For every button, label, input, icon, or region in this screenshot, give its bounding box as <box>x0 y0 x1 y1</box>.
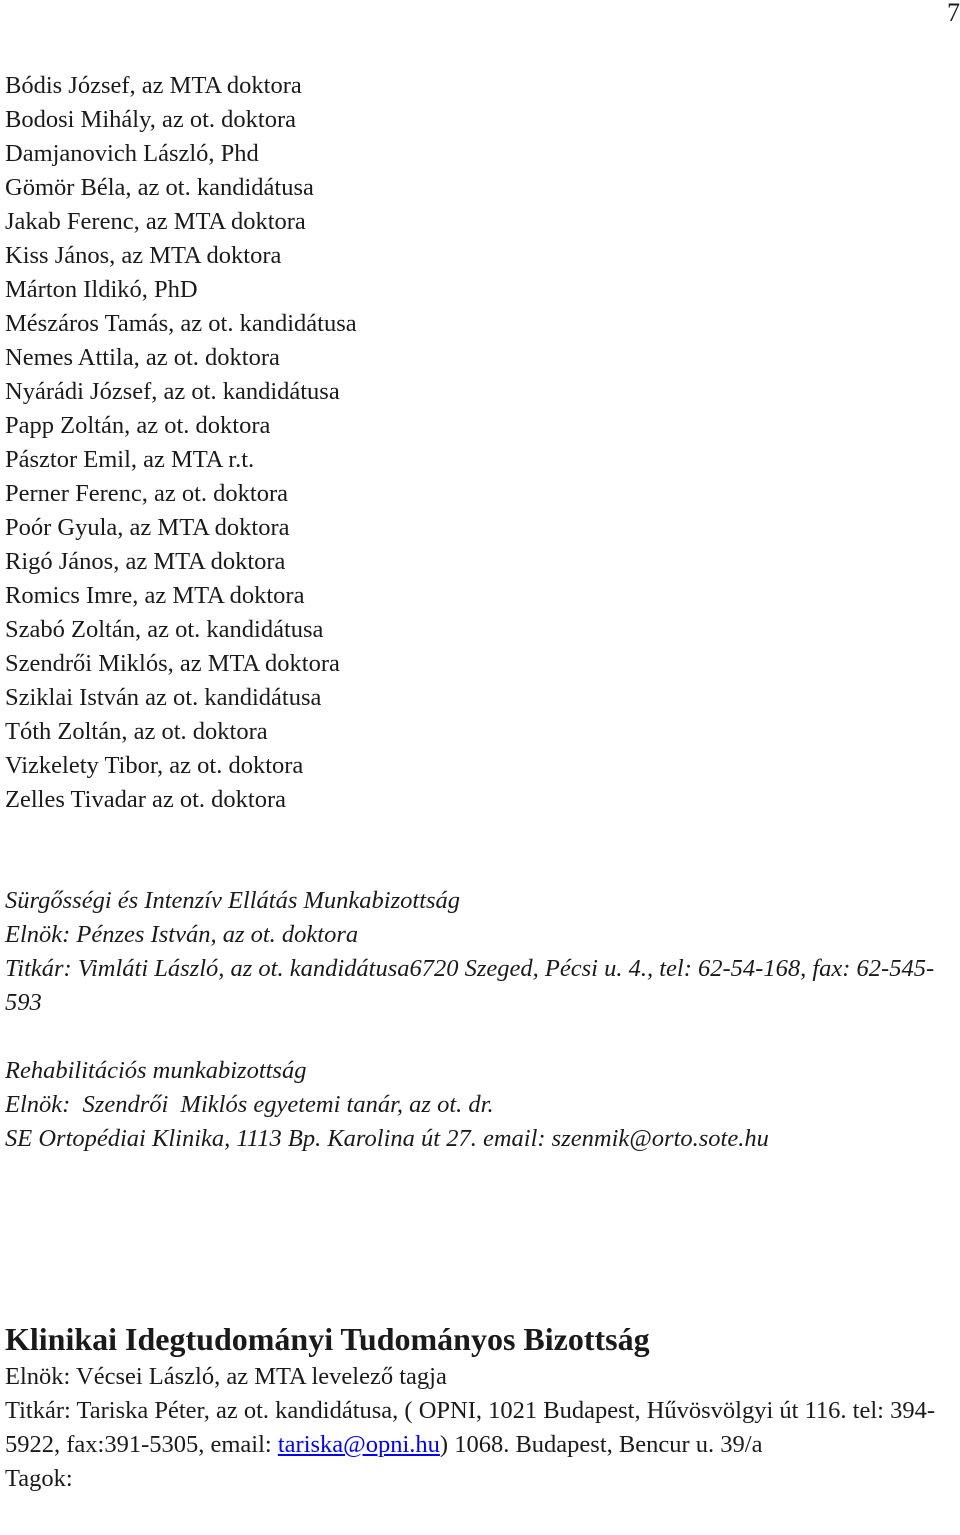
list-item: Nyárádi József, az ot. kandidátusa <box>5 378 340 405</box>
list-item: Rigó János, az MTA doktora <box>5 548 286 575</box>
list-item: Vizkelety Tibor, az ot. doktora <box>5 752 304 779</box>
list-item: Papp Zoltán, az ot. doktora <box>5 412 271 439</box>
list-item: Poór Gyula, az MTA doktora <box>5 514 290 541</box>
secretary-text: Titkár: Tariska Péter, az ot. kandidátusa, ( OPNI, 1021 Budapest, Hűvösvölgyi út 116. tel: 394-5922, fax:391-5305, email: <box>5 1397 936 1458</box>
committee-heading: Klinikai Idegtudományi Tudományos Bizottság <box>5 1321 650 1357</box>
list-item: Tóth Zoltán, az ot. doktora <box>5 718 268 745</box>
list-item: Gömör Béla, az ot. kandidátusa <box>5 174 314 201</box>
committee-chair: Elnök: Vécsei László, az MTA levelező tagja <box>5 1363 447 1390</box>
list-item: Bodosi Mihály, az ot. doktora <box>5 106 297 133</box>
rehabilitation-committee <box>5 1054 938 1156</box>
secretary-address: ) 1068. Budapest, Bencur u. 39/a <box>439 1431 763 1458</box>
clinical-neuroscience-committee <box>5 1318 938 1496</box>
committee-chair: Elnök: Pénzes István, az ot. doktora <box>5 921 359 948</box>
list-item: Zelles Tivadar az ot. doktora <box>5 786 287 813</box>
committee-address: SE Ortopédiai Klinika, 1113 Bp. Karolina út 27. email: szenmik@orto.sote.hu <box>5 1125 769 1152</box>
list-item: Márton Ildikó, PhD <box>5 276 198 303</box>
list-item: Sziklai István az ot. kandidátusa <box>5 684 322 711</box>
list-item: Mészáros Tamás, az ot. kandidátusa <box>5 310 357 337</box>
list-item: Nemes Attila, az ot. doktora <box>5 344 280 371</box>
list-item: Bódis József, az MTA doktora <box>5 72 302 99</box>
email-link[interactable]: tariska@opni.hu <box>277 1431 440 1458</box>
committee-title: Sürgősségi és Intenzív Ellátás Munkabizottság <box>5 887 461 914</box>
committee-title: Rehabilitációs munkabizottság <box>5 1057 307 1084</box>
committee-secretary: Titkár: Vimláti László, az ot. kandidátusa6720 Szeged, Pécsi u. 4., tel: 62-54-168, fax: 62-545-593 <box>5 955 935 1016</box>
list-item: Szabó Zoltán, az ot. kandidátusa <box>5 616 324 643</box>
list-item: Romics Imre, az MTA doktora <box>5 582 305 609</box>
list-item: Kiss János, az MTA doktora <box>5 242 282 269</box>
list-item: Perner Ferenc, az ot. doktora <box>5 480 288 507</box>
page-number: 7 <box>947 0 960 27</box>
list-item: Damjanovich László, Phd <box>5 140 259 167</box>
list-item: Pásztor Emil, az MTA r.t. <box>5 446 255 473</box>
committee-chair: Elnök: Szendrői Miklós egyetemi tanár, az ot. dr. <box>5 1091 494 1118</box>
member-list <box>5 69 938 817</box>
urgent-care-committee <box>5 884 938 1020</box>
list-item: Jakab Ferenc, az MTA doktora <box>5 208 306 235</box>
committee-secretary <box>5 1394 938 1462</box>
members-label: Tagok: <box>5 1465 73 1492</box>
list-item: Szendrői Miklós, az MTA doktora <box>5 650 340 677</box>
